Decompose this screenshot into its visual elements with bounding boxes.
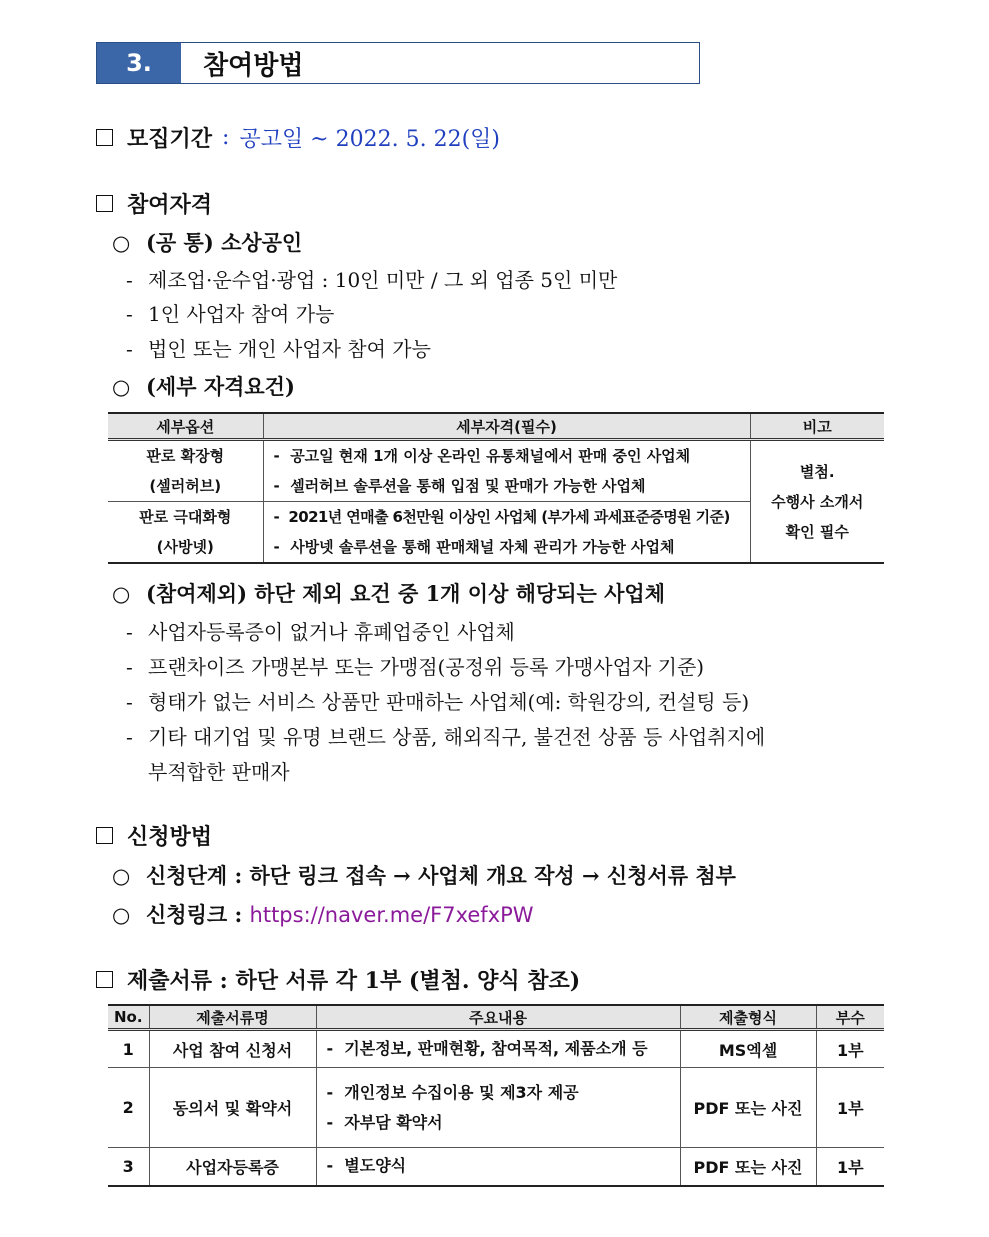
eligibility-heading [96, 188, 212, 219]
circle-bullet-icon: ○ [112, 582, 131, 606]
note-cell [750, 440, 884, 564]
exclusion-continuation: 부적합한 판매자 [148, 760, 290, 784]
eligibility-label: 참여자격 [127, 192, 213, 218]
doc-content-text: 자부담 확약서 [344, 1112, 443, 1132]
doc-count: 1부 [816, 1068, 884, 1148]
circle-bullet-icon: ○ [112, 375, 131, 399]
dash-bullet: - [273, 538, 280, 556]
detail-title [112, 371, 295, 401]
doc-content-text: 별도양식 [344, 1156, 407, 1176]
period-sep: : [222, 125, 230, 150]
table-header-cell: 주요내용 [316, 1005, 680, 1030]
exclusion-item-text: 사업자등록증이 없거나 휴폐업중인 사업체 [148, 620, 515, 644]
exclusion-item [126, 651, 704, 680]
common-item-text: 1인 사업자 참여 가능 [148, 302, 335, 326]
doc-format: PDF 또는 사진 [680, 1148, 816, 1186]
period-value: 공고일 ~ 2022. 5. 22(일) [239, 127, 500, 152]
section-number: 3. [97, 43, 181, 83]
exclusion-item-text: 기타 대기업 및 유명 브랜드 상품, 해외직구, 불건전 상품 등 사업취지에 [148, 725, 766, 749]
criteria-text: 공고일 현재 1개 이상 온라인 유통채널에서 판매 중인 사업체 [290, 447, 691, 465]
doc-no: 3 [108, 1148, 149, 1186]
common-item-text: 제조업·운수업·광업 : 10인 미만 / 그 외 업종 5인 미만 [148, 268, 618, 292]
table-header-cell: 비고 [750, 413, 884, 440]
note-line: 확인 필수 [785, 522, 849, 541]
option-provider: (사방넷) [156, 538, 214, 556]
doc-content-text: 개인정보 수집이용 및 제3자 제공 [344, 1082, 579, 1102]
exclusion-item [126, 686, 749, 715]
criteria-item [274, 502, 750, 532]
common-item [126, 298, 334, 327]
option-cell [108, 502, 263, 564]
dash-bullet: - [326, 1156, 334, 1176]
criteria-item [274, 441, 750, 471]
doc-name: 사업자등록증 [149, 1148, 316, 1186]
doc-format: MS엑셀 [680, 1030, 816, 1068]
table-header-cell: 부수 [816, 1005, 884, 1030]
doc-no: 2 [108, 1068, 149, 1148]
common-item-text: 법인 또는 개인 사업자 참여 가능 [148, 337, 431, 361]
criteria-text: 셀러허브 솔루션을 통해 입점 및 판매가 가능한 사업체 [290, 477, 646, 495]
apply-link[interactable]: https://naver.me/F7xefxPW [249, 903, 534, 927]
period-line [96, 122, 500, 153]
note-line: 별첨. [799, 462, 835, 481]
doc-name: 사업 참여 신청서 [149, 1030, 316, 1068]
circle-bullet-icon: ○ [112, 903, 131, 927]
table-row [108, 1148, 884, 1186]
dash-bullet: - [126, 655, 133, 679]
option-name: 판로 극대화형 [139, 508, 232, 526]
checkbox-icon [96, 971, 113, 988]
doc-no: 1 [108, 1030, 149, 1068]
apply-steps-text: 신청단계 : 하단 링크 접속 → 사업체 개요 작성 → 신청서류 첨부 [146, 863, 736, 888]
table-header-cell: 제출형식 [680, 1005, 816, 1030]
common-title [112, 227, 302, 257]
eligibility-table [108, 412, 884, 564]
circle-bullet-icon: ○ [112, 864, 131, 888]
exclusion-item [126, 616, 515, 645]
dash-bullet: - [126, 620, 133, 644]
doc-content-line [327, 1108, 680, 1138]
period-label: 모집기간 [127, 126, 213, 152]
table-row [108, 440, 884, 502]
apply-steps [112, 860, 736, 890]
dash-bullet: - [326, 1112, 334, 1132]
dash-bullet: - [126, 725, 133, 749]
common-title-text: (공 통) 소상공인 [146, 230, 303, 255]
dash-bullet: - [126, 268, 133, 292]
option-provider: (셀러허브) [149, 477, 222, 495]
table-header-cell: 세부자격(필수) [263, 413, 750, 440]
table-row [108, 1068, 884, 1148]
doc-count: 1부 [816, 1030, 884, 1068]
criteria-text: 사방넷 솔루션을 통해 판매채널 자체 관리가 가능한 사업체 [290, 538, 675, 556]
criteria-cell [263, 502, 750, 564]
dash-bullet: - [326, 1039, 334, 1058]
doc-content-line [327, 1078, 680, 1108]
exclusion-title-text: (참여제외) 하단 제외 요건 중 1개 이상 해당되는 사업체 [146, 581, 665, 606]
doc-content [316, 1068, 680, 1148]
doc-count: 1부 [816, 1148, 884, 1186]
criteria-text: 2021년 연매출 6천만원 이상인 사업체 (부가세 과세표준증명원 기준) [288, 508, 730, 526]
table-header-row [108, 1005, 884, 1030]
exclusion-title [112, 578, 665, 608]
doc-content-text: 기본정보, 판매현황, 참여목적, 제품소개 등 [344, 1039, 648, 1058]
dash-bullet: - [273, 447, 280, 465]
exclusion-item-text: 프랜차이즈 가맹본부 또는 가맹점(공정위 등록 가맹사업자 기준) [148, 655, 705, 679]
table-header-cell: No. [108, 1005, 149, 1030]
docs-label: 제출서류 : 하단 서류 각 1부 (별첨. 양식 참조) [127, 968, 581, 994]
doc-content [316, 1148, 680, 1186]
section-header [96, 42, 700, 84]
docs-heading [96, 964, 580, 995]
option-name: 판로 확장형 [146, 447, 225, 465]
circle-bullet-icon: ○ [112, 231, 131, 255]
table-header-cell: 세부옵션 [108, 413, 263, 440]
documents-table [108, 1004, 884, 1187]
common-item [126, 333, 431, 362]
exclusion-item [126, 721, 765, 750]
note-line: 수행사 소개서 [771, 492, 864, 511]
dash-bullet: - [326, 1082, 334, 1102]
option-cell [108, 440, 263, 502]
criteria-cell [263, 440, 750, 502]
table-row [108, 1030, 884, 1068]
table-header-cell: 제출서류명 [149, 1005, 316, 1030]
common-item [126, 264, 617, 293]
apply-label: 신청방법 [127, 824, 213, 850]
dash-bullet: - [273, 477, 280, 495]
apply-heading [96, 820, 212, 851]
apply-link-label: 신청링크 : [146, 902, 250, 927]
checkbox-icon [96, 129, 113, 146]
checkbox-icon [96, 195, 113, 212]
exclusion-item-text: 형태가 없는 서비스 상품만 판매하는 사업체(예: 학원강의, 컨설팅 등) [148, 690, 750, 714]
criteria-item [274, 532, 750, 562]
criteria-item [274, 471, 750, 501]
table-header-row [108, 413, 884, 440]
dash-bullet: - [126, 302, 133, 326]
doc-name: 동의서 및 확약서 [149, 1068, 316, 1148]
apply-link-line [112, 899, 534, 929]
detail-title-text: (세부 자격요건) [146, 374, 295, 399]
dash-bullet: - [126, 337, 133, 361]
doc-content [316, 1030, 680, 1068]
checkbox-icon [96, 827, 113, 844]
dash-bullet: - [273, 508, 280, 526]
doc-format: PDF 또는 사진 [680, 1068, 816, 1148]
section-title: 참여방법 [203, 50, 304, 81]
dash-bullet: - [126, 690, 133, 714]
